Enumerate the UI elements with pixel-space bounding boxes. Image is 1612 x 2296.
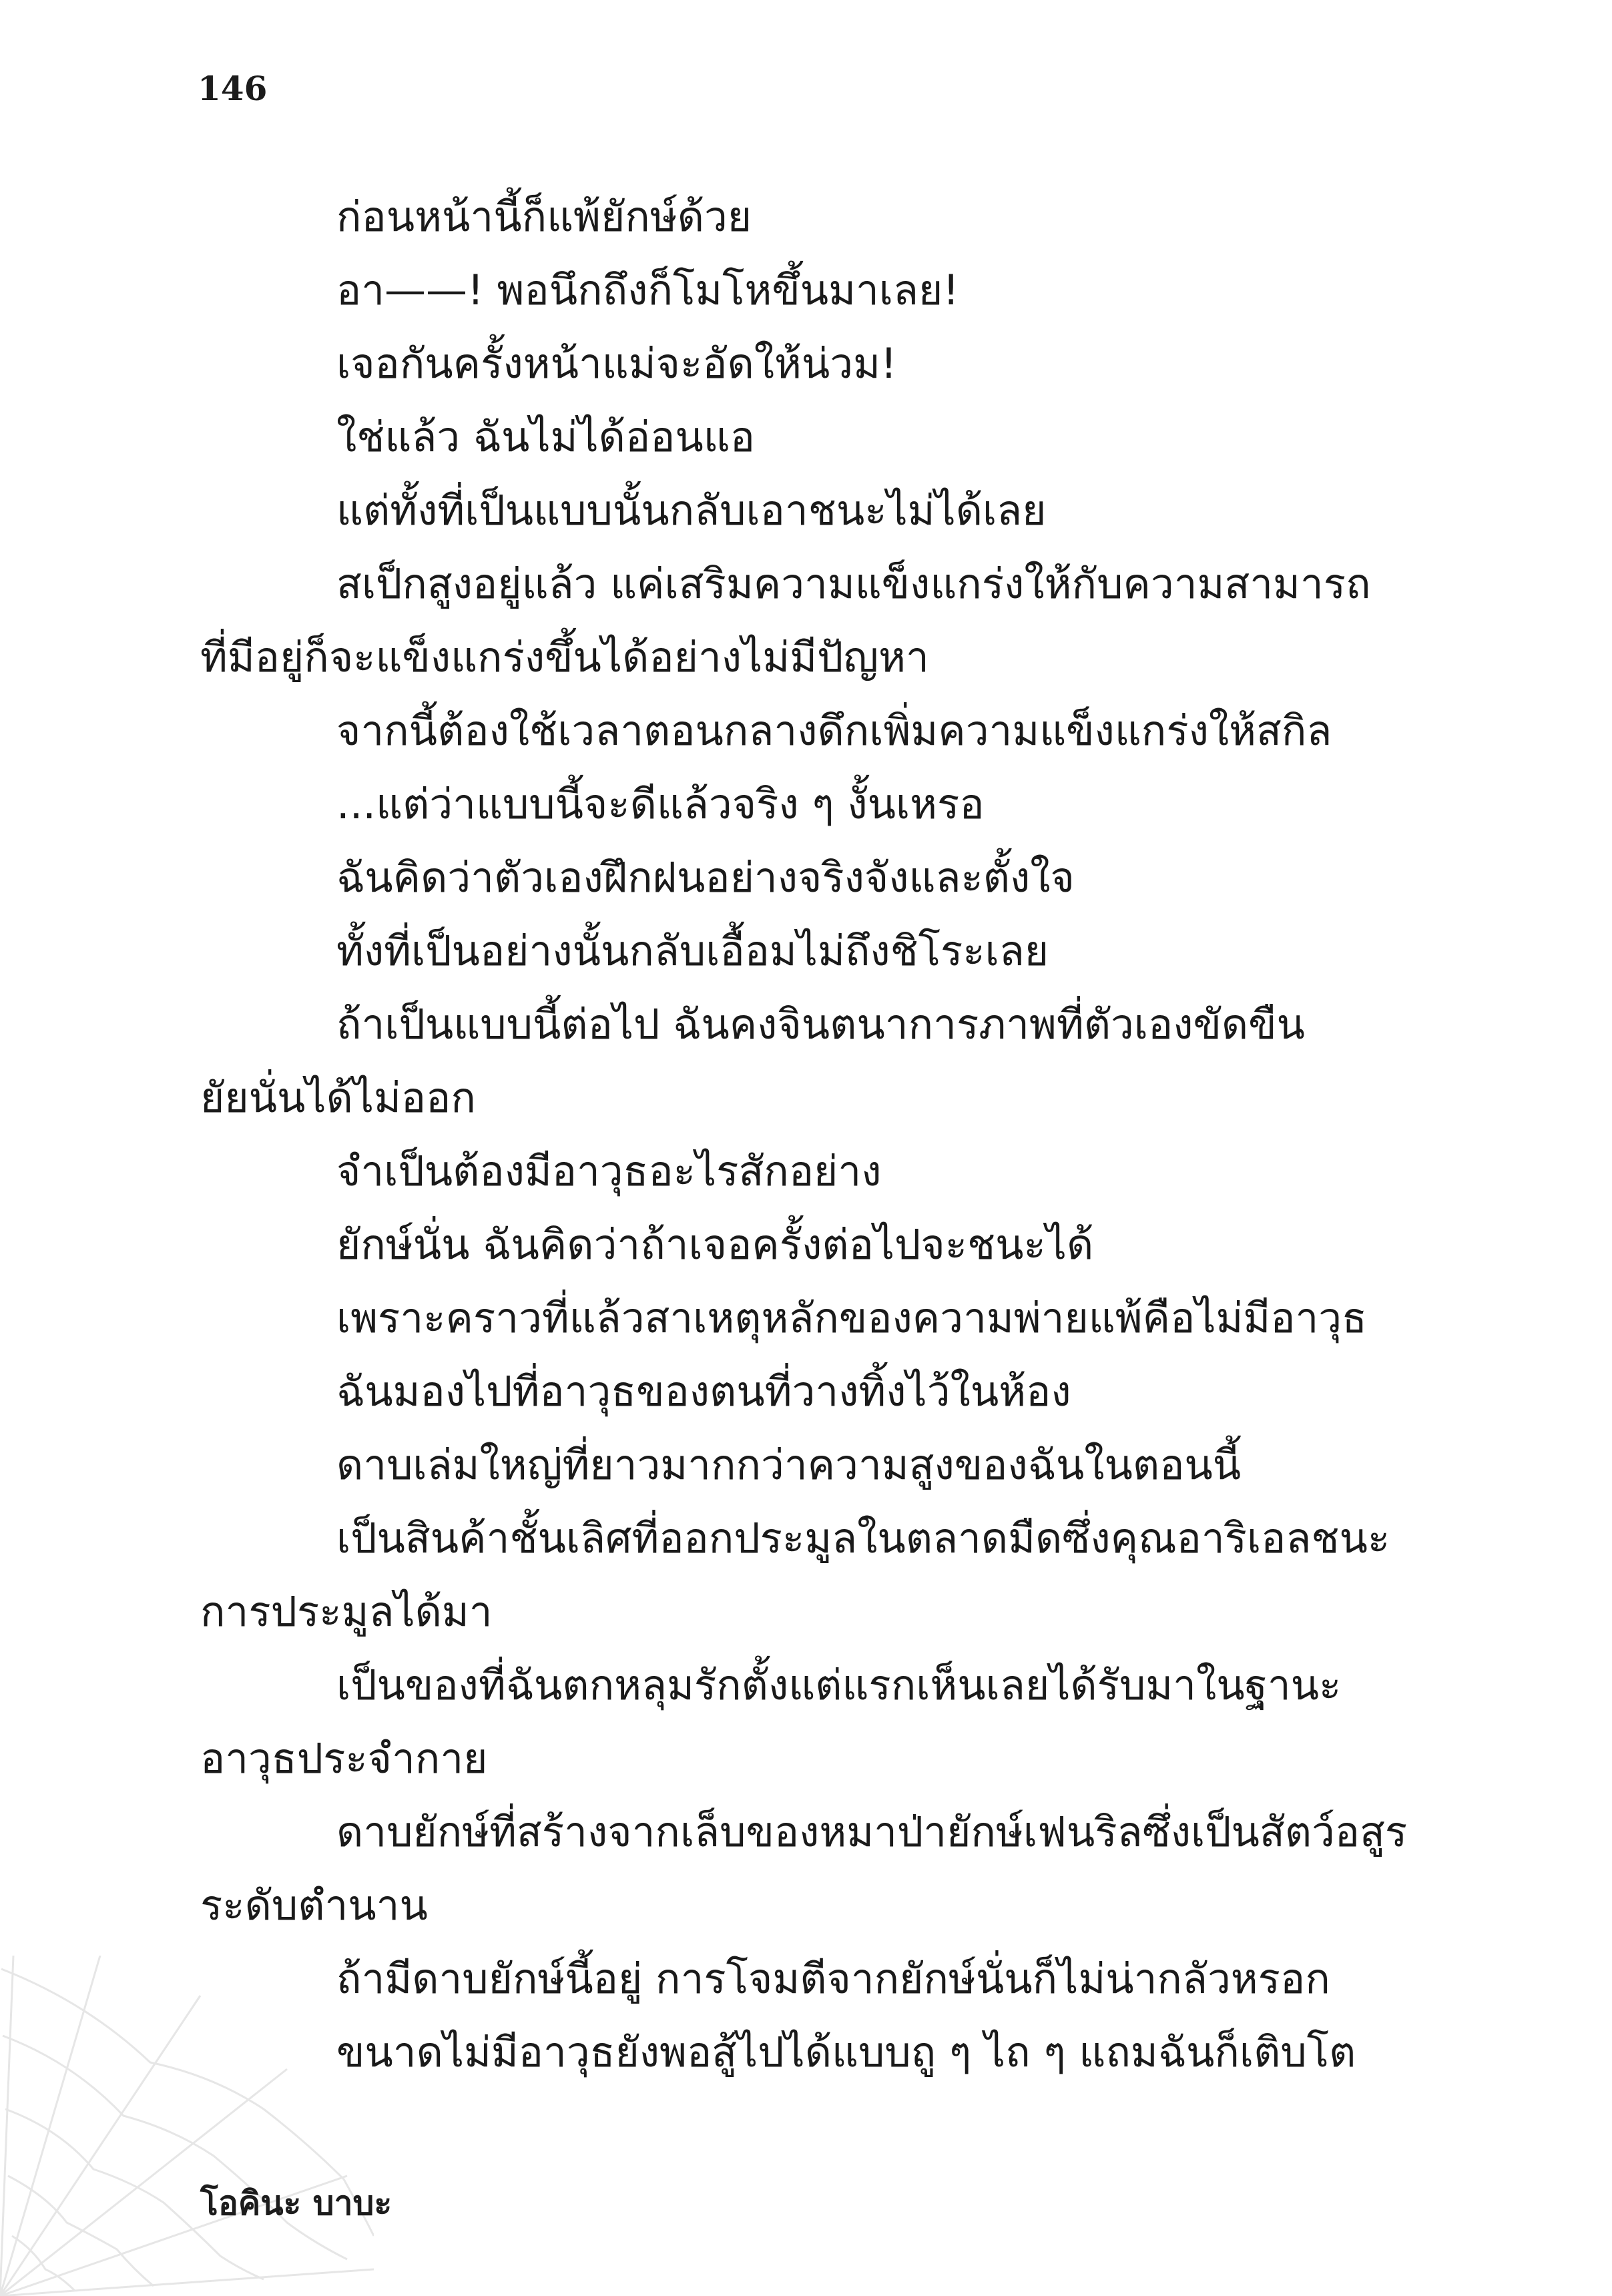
text-line: ยัยนั่นได้ไม่ออก <box>200 1073 476 1122</box>
text-line: จากนี้ต้องใช้เวลาตอนกลางดึกเพิ่มความแข็งแกร่งให้สกิล <box>336 706 1332 755</box>
text-line: แต่ทั้งที่เป็นแบบนั้นกลับเอาชนะไม่ได้เลย <box>336 486 1047 535</box>
text-line: ทั้งที่เป็นอย่างนั้นกลับเอื้อมไม่ถึงชิโระเลย <box>336 926 1049 975</box>
text-line: ...แต่ว่าแบบนี้จะดีแล้วจริง ๆ งั้นเหรอ <box>336 780 985 828</box>
text-line: ระดับตำนาน <box>200 1881 428 1930</box>
text-line: เป็นสินค้าชั้นเลิศที่ออกประมูลในตลาดมืดซึ่งคุณอาริเอลชนะ <box>336 1514 1390 1562</box>
text-line: ก่อนหน้านี้ก็แพ้ยักษ์ด้วย <box>336 192 752 241</box>
text-line: ดาบเล่มใหญ่ที่ยาวมากกว่าความสูงของฉันในตอนนี้ <box>336 1440 1242 1489</box>
text-line: เพราะคราวที่แล้วสาเหตุหลักของความพ่ายแพ้คือไม่มีอาวุธ <box>336 1294 1367 1342</box>
text-line: สเป็กสูงอยู่แล้ว แค่เสริมความแข็งแกร่งให้กับความสามารถ <box>336 559 1371 608</box>
text-line: เจอกันครั้งหน้าแม่จะอัดให้น่วม! <box>336 339 897 388</box>
text-line: ขนาดไม่มีอาวุธยังพอสู้ไปได้แบบถู ๆ ไถ ๆ แถมฉันก็เติบโต <box>336 2028 1356 2076</box>
text-line: ถ้าเป็นแบบนี้ต่อไป ฉันคงจินตนาการภาพที่ตัวเองขัดขืน <box>336 1000 1305 1049</box>
text-line: ที่มีอยู่ก็จะแข็งแกร่งขึ้นได้อย่างไม่มีปัญหา <box>200 633 929 681</box>
text-line: ใช่แล้ว ฉันไม่ได้อ่อนแอ <box>336 412 755 461</box>
spider-web-icon <box>0 1956 374 2296</box>
text-line: อา——! พอนึกถึงก็โมโหขึ้นมาเลย! <box>336 266 960 314</box>
text-line: ฉันมองไปที่อาวุธของตนที่วางทิ้งไว้ในห้อง <box>336 1367 1071 1416</box>
text-line: จำเป็นต้องมีอาวุธอะไรสักอย่าง <box>336 1147 882 1195</box>
page-number: 146 <box>198 69 268 108</box>
text-line: ดาบยักษ์ที่สร้างจากเล็บของหมาป่ายักษ์เฟนริลซึ่งเป็นสัตว์อสูร <box>336 1807 1408 1856</box>
text-line: ฉันคิดว่าตัวเองฝึกฝนอย่างจริงจังและตั้งใจ <box>336 853 1075 902</box>
text-line: ถ้ามีดาบยักษ์นี้อยู่ การโจมตีจากยักษ์นั่นก็ไม่น่ากลัวหรอก <box>336 1954 1330 2003</box>
text-line: ยักษ์นั่น ฉันคิดว่าถ้าเจอครั้งต่อไปจะชนะได้ <box>336 1220 1094 1269</box>
text-line: อาวุธประจำกาย <box>200 1734 488 1783</box>
body-text <box>200 180 1408 2089</box>
text-line: การประมูลได้มา <box>200 1587 493 1636</box>
author-footer: โอคินะ บาบะ <box>200 2184 392 2223</box>
text-line: เป็นของที่ฉันตกหลุมรักตั้งแต่แรกเห็นเลยได้รับมาในฐานะ <box>336 1661 1342 1709</box>
